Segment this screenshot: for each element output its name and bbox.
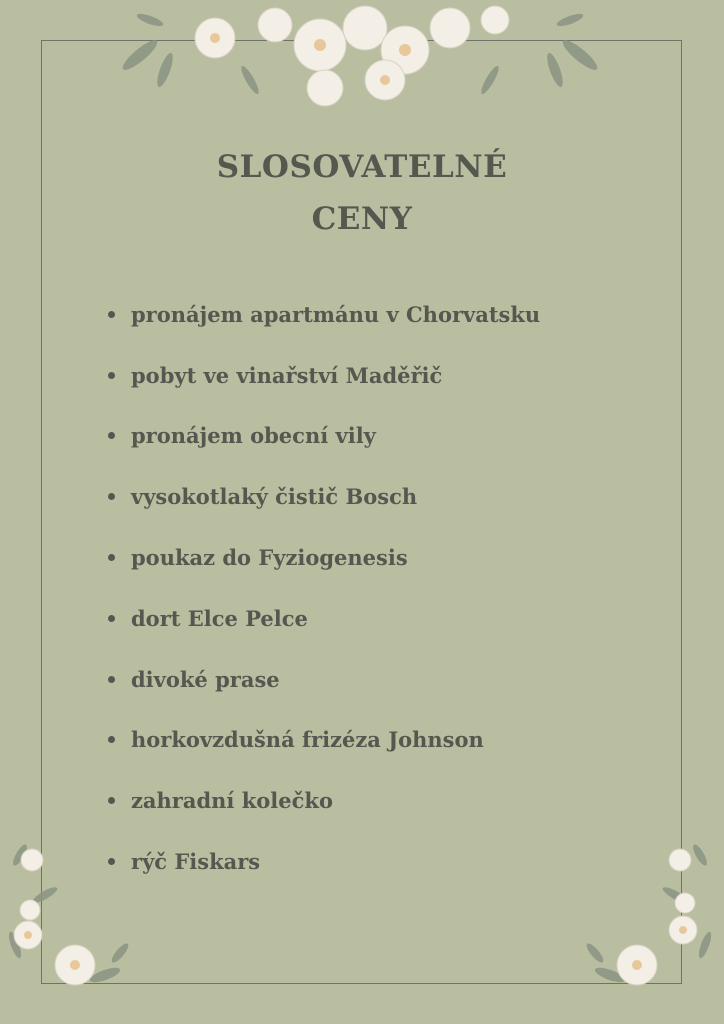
list-item <box>108 710 668 771</box>
prize-list <box>108 284 668 892</box>
list-item <box>108 527 668 588</box>
list-item <box>108 649 668 710</box>
list-item <box>108 406 668 467</box>
floral-garland-top-icon <box>110 0 610 115</box>
prize-label: dort Elce Pelce <box>131 605 308 631</box>
list-item <box>108 770 668 831</box>
page-title <box>0 141 724 245</box>
prize-label: vysokotlaký čistič Bosch <box>131 484 418 510</box>
bullet-icon <box>108 676 115 683</box>
prize-label: pronájem obecní vily <box>131 423 376 449</box>
prize-label: zahradní kolečko <box>131 788 333 814</box>
bullet-icon <box>108 858 115 865</box>
list-item <box>108 588 668 649</box>
prize-label: pobyt ve vinařství Maděřič <box>131 362 443 388</box>
bullet-icon <box>108 311 115 318</box>
bullet-icon <box>108 615 115 622</box>
bullet-icon <box>108 736 115 743</box>
list-item <box>108 831 668 892</box>
bullet-icon <box>108 372 115 379</box>
bullet-icon <box>108 493 115 500</box>
list-item <box>108 284 668 345</box>
bullet-icon <box>108 432 115 439</box>
prize-label: poukaz do Fyziogenesis <box>131 545 408 571</box>
bullet-icon <box>108 554 115 561</box>
prize-label: horkovzdušná frizéza Johnson <box>131 727 484 753</box>
title-line-2: CENY <box>311 201 413 237</box>
list-item <box>108 466 668 527</box>
bullet-icon <box>108 797 115 804</box>
title-line-1: SLOSOVATELNÉ <box>216 149 508 185</box>
prize-label: divoké prase <box>131 666 280 692</box>
prize-label: pronájem apartmánu v Chorvatsku <box>131 301 541 327</box>
list-item <box>108 345 668 406</box>
prize-label: rýč Fiskars <box>131 849 261 875</box>
